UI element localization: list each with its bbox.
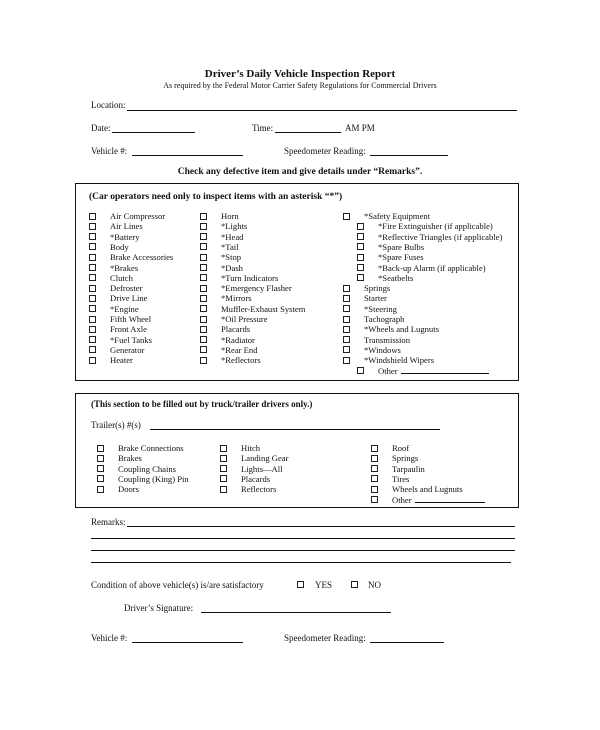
checklist-item-label: *Brakes (110, 262, 139, 273)
checkbox-icon[interactable] (200, 264, 207, 271)
checkbox-icon[interactable] (97, 455, 104, 462)
checklist-item-label: *Windows (364, 344, 401, 355)
form-title: Driver’s Daily Vehicle Inspection Report (204, 68, 396, 80)
checkbox-icon[interactable] (89, 285, 96, 292)
checklist-item[interactable] (89, 293, 147, 303)
checklist-item-label: *Turn Indicators (221, 272, 279, 283)
checklist-item-label: *Tail (221, 241, 239, 252)
checklist-item-label: Heater (110, 355, 133, 366)
checklist-item[interactable] (200, 345, 258, 355)
checklist-item[interactable] (200, 314, 268, 324)
checklist-item-label: *Fire Extinguisher (if applicable) (378, 221, 493, 232)
checkbox-icon[interactable] (220, 486, 227, 493)
checklist-item[interactable] (97, 464, 176, 474)
checklist-item[interactable] (89, 273, 133, 283)
checklist-item[interactable] (371, 453, 418, 463)
checkbox-icon[interactable] (89, 357, 96, 364)
checklist-item-label: Muffler-Exhaust System (221, 303, 306, 314)
checklist-item[interactable] (89, 263, 138, 273)
checklist-item-label: Horn (221, 211, 239, 221)
checklist-item[interactable] (89, 345, 144, 355)
checklist-item[interactable] (357, 242, 424, 252)
checklist-item[interactable] (97, 453, 142, 463)
checklist-item[interactable] (200, 252, 241, 262)
checklist-item-label: Air Compressor (110, 211, 166, 221)
checklist-item[interactable] (200, 263, 243, 273)
remarks-line-2[interactable] (91, 538, 515, 539)
checklist-item[interactable] (89, 221, 143, 231)
checkbox-icon[interactable] (89, 264, 96, 271)
checklist-item-label: Other (392, 494, 412, 505)
checkbox-icon[interactable] (357, 243, 364, 250)
checklist-item-label: *Safety Equipment (364, 211, 431, 221)
checkbox-icon[interactable] (97, 465, 104, 472)
signature-label: Driver’s Signature: (124, 603, 194, 613)
checkbox-icon[interactable] (357, 233, 364, 240)
checklist-item-label: *Spare Fuses (378, 252, 424, 263)
checkbox-icon[interactable] (371, 475, 378, 482)
remarks-label: Remarks: (91, 517, 126, 527)
checklist-item-label: *Stop (221, 252, 242, 263)
checkbox-icon[interactable] (371, 455, 378, 462)
checklist-item[interactable] (357, 366, 489, 376)
checklist-item[interactable] (343, 324, 439, 334)
checkbox-icon[interactable] (97, 475, 104, 482)
checklist-item[interactable] (220, 464, 283, 474)
footer-vehicle-field[interactable] (132, 642, 243, 643)
checklist-item[interactable] (200, 273, 278, 283)
checkbox-icon[interactable] (371, 496, 378, 503)
checkbox-icon[interactable] (357, 254, 364, 261)
checklist-item[interactable] (357, 252, 424, 262)
checklist-item-label: Reflectors (241, 484, 277, 495)
checklist-item[interactable] (200, 335, 255, 345)
other-field[interactable] (401, 372, 489, 374)
checklist-item-label: Tarpaulin (392, 463, 425, 474)
checklist-item-label: Springs (392, 453, 419, 464)
checklist-item-label: *Head (221, 231, 244, 242)
checkbox-icon[interactable] (343, 316, 350, 323)
checklist-item-label: *Oil Pressure (221, 314, 268, 324)
checklist-item-label: Drive Line (110, 293, 148, 304)
checklist-item[interactable] (89, 335, 152, 345)
checklist-item[interactable] (89, 211, 165, 221)
checklist-item-label: Transmission (364, 334, 411, 345)
no-label: NO (368, 580, 381, 590)
checkbox-icon[interactable] (220, 465, 227, 472)
checkbox-icon[interactable] (220, 445, 227, 452)
checklist-item[interactable] (357, 273, 413, 283)
checkbox-icon[interactable] (343, 295, 350, 302)
checklist-item[interactable] (89, 314, 151, 324)
checklist-item[interactable] (89, 355, 133, 365)
checklist-item[interactable] (200, 304, 305, 314)
checkbox-icon[interactable] (357, 274, 364, 281)
checklist-item-label: *Wheels and Lugnuts (364, 324, 439, 335)
checkbox-icon[interactable] (89, 233, 96, 240)
time-field[interactable] (275, 132, 341, 133)
instruction-text: Check any defective item and give details under “Remarks”. (177, 167, 423, 177)
checklist-item-label: *Reflective Triangles (if applicable) (378, 231, 503, 242)
checkbox-icon[interactable] (371, 465, 378, 472)
checklist-item-label: *Battery (110, 231, 140, 242)
checklist-item-label: Springs (364, 283, 391, 294)
remarks-line-1[interactable] (127, 526, 515, 527)
other-field[interactable] (415, 501, 485, 503)
vehicle-label: Vehicle #: (91, 146, 128, 156)
checklist-item-label: Hitch (241, 443, 261, 453)
checklist-item-label: Generator (110, 344, 145, 355)
checkbox-icon[interactable] (200, 223, 207, 230)
checklist-item-label: Doors (118, 484, 140, 495)
checklist-item[interactable] (343, 335, 410, 345)
remarks-line-3[interactable] (91, 550, 515, 551)
checklist-item[interactable] (343, 283, 390, 293)
checklist-item[interactable] (371, 484, 463, 494)
checklist-item[interactable] (97, 443, 184, 453)
checklist-item[interactable] (357, 263, 486, 273)
remarks-line-4[interactable] (91, 562, 511, 563)
checklist-item[interactable] (343, 355, 434, 365)
checklist-item-label: *Fuel Tanks (110, 334, 152, 345)
checklist-item-label: *Emergency Flasher (221, 283, 292, 294)
checklist-item-label: Lights—All (241, 463, 283, 474)
checkbox-icon[interactable] (343, 305, 350, 312)
footer-speedometer-field[interactable] (370, 642, 444, 643)
footer-speedometer-label: Speedometer Reading: (284, 633, 366, 643)
checkbox-icon[interactable] (200, 233, 207, 240)
checklist-item[interactable] (200, 232, 243, 242)
checklist-item[interactable] (371, 443, 409, 453)
checklist-item-label: Brake Connections (118, 443, 184, 453)
checklist-item[interactable] (220, 474, 270, 484)
checkbox-icon[interactable] (89, 295, 96, 302)
trailer-label: Trailer(s) #(s) (91, 420, 141, 430)
checklist-item[interactable] (343, 293, 387, 303)
checklist-item[interactable] (200, 242, 239, 252)
yes-label: YES (315, 580, 333, 590)
checklist-item[interactable] (97, 474, 189, 484)
checkbox-icon[interactable] (200, 295, 207, 302)
checklist-item-label: *Seatbelts (378, 272, 414, 283)
checkbox-icon[interactable] (89, 316, 96, 323)
checkbox-icon[interactable] (343, 346, 350, 353)
checklist-item-label: Air Lines (110, 221, 143, 232)
checkbox-icon[interactable] (89, 326, 96, 333)
checkbox-icon[interactable] (200, 285, 207, 292)
checklist-item[interactable] (200, 324, 250, 334)
checklist-item[interactable] (220, 453, 288, 463)
signature-field[interactable] (201, 612, 391, 613)
checkbox-icon[interactable] (200, 326, 207, 333)
checkbox-icon[interactable] (371, 445, 378, 452)
yes-checkbox[interactable] (297, 580, 304, 590)
checklist-item-label: Coupling Chains (118, 463, 177, 474)
checklist-item[interactable] (200, 355, 261, 365)
speedometer-field[interactable] (370, 155, 448, 156)
checklist-item-label: *Rear End (221, 344, 258, 355)
checklist-item[interactable] (343, 304, 397, 314)
checklist-item[interactable] (357, 221, 493, 231)
checklist-item-label: *Back-up Alarm (if applicable) (378, 262, 486, 273)
checkbox-icon[interactable] (89, 336, 96, 343)
checklist-item[interactable] (371, 464, 425, 474)
checklist-item[interactable] (89, 304, 139, 314)
checkbox-icon[interactable] (371, 486, 378, 493)
checkbox-icon[interactable] (343, 336, 350, 343)
checkbox-icon[interactable] (220, 475, 227, 482)
vehicle-field[interactable] (132, 155, 243, 156)
checklist-item-label: *Windshield Wipers (364, 355, 435, 366)
checklist-item-label: *Spare Bulbs (378, 241, 425, 252)
time-label: Time: (252, 123, 274, 133)
checklist-item[interactable] (89, 283, 142, 293)
checklist-item-label: Front Axle (110, 324, 148, 335)
checklist-item-label: Other (378, 365, 398, 376)
checklist-item[interactable] (200, 293, 252, 303)
date-field[interactable] (112, 132, 195, 133)
checklist-item[interactable] (343, 345, 401, 355)
form-subtitle: As required by the Federal Motor Carrier Safety Regulations for Commercial Drivers (163, 81, 437, 90)
checklist-item-label: Brake Accessories (110, 252, 174, 263)
speedometer-label: Speedometer Reading: (284, 146, 366, 156)
checkbox-icon[interactable] (89, 223, 96, 230)
checklist-item[interactable] (200, 211, 239, 221)
checklist-item-label: *Radiator (221, 334, 255, 345)
checkbox-icon[interactable] (200, 274, 207, 281)
checklist-item[interactable] (220, 484, 276, 494)
condition-text: Condition of above vehicle(s) is/are satisfactory (91, 580, 264, 590)
checklist-item-label: *Reflectors (221, 355, 261, 366)
checklist-item-label: *Steering (364, 303, 397, 314)
checkbox-icon[interactable] (200, 336, 207, 343)
checklist-item[interactable] (371, 474, 409, 484)
checklist-item-label: Coupling (King) Pin (118, 473, 189, 484)
checklist-item-label: Placards (221, 324, 251, 335)
checkbox-icon[interactable] (357, 223, 364, 230)
checkbox-icon[interactable] (89, 274, 96, 281)
checkbox-icon[interactable] (200, 346, 207, 353)
checklist-item-label: Tachograph (364, 314, 405, 324)
checklist-item[interactable] (200, 283, 292, 293)
checklist-item[interactable] (89, 232, 140, 242)
checkbox-icon[interactable] (89, 243, 96, 250)
checklist-item[interactable] (220, 443, 260, 453)
checkbox-icon[interactable] (200, 254, 207, 261)
checkbox-icon[interactable] (343, 326, 350, 333)
checkbox-icon[interactable] (343, 285, 350, 292)
checkbox-icon[interactable] (220, 455, 227, 462)
checklist-item[interactable] (357, 232, 502, 242)
checkbox-icon[interactable] (97, 445, 104, 452)
checklist-item[interactable] (89, 252, 173, 262)
checkbox-icon[interactable] (200, 213, 207, 220)
checklist-item[interactable] (200, 221, 247, 231)
checkbox-icon[interactable] (200, 316, 207, 323)
checklist-item-label: *Engine (110, 303, 139, 314)
location-field[interactable] (127, 110, 517, 111)
location-label: Location: (91, 100, 126, 110)
checklist-item-label: Clutch (110, 272, 133, 283)
car-section-heading: (Car operators need only to inspect items with an asterisk “*”) (89, 192, 343, 202)
checklist-item[interactable] (371, 495, 485, 505)
checkbox-icon[interactable] (343, 357, 350, 364)
checklist-item-label: Wheels and Lugnuts (392, 484, 463, 495)
checklist-item-label: Starter (364, 293, 387, 304)
checkbox-icon[interactable] (89, 305, 96, 312)
checklist-item-label: Brakes (118, 453, 142, 464)
checklist-item[interactable] (89, 324, 147, 334)
checkbox-icon[interactable] (357, 367, 364, 374)
checkbox-icon[interactable] (89, 213, 96, 220)
checkbox-icon[interactable] (89, 254, 96, 261)
checklist-item-label: Body (110, 241, 129, 252)
date-label: Date: (91, 123, 111, 133)
checklist-item-label: Fifth Wheel (110, 314, 152, 324)
checklist-item-label: *Dash (221, 262, 243, 273)
checklist-item[interactable] (343, 314, 404, 324)
checkbox-icon[interactable] (200, 305, 207, 312)
checkbox-icon[interactable] (200, 357, 207, 364)
truck-section-heading: (This section to be filled out by truck/trailer drivers only.) (91, 399, 313, 409)
checklist-item-label: Placards (241, 473, 271, 484)
checkbox-icon[interactable] (357, 264, 364, 271)
no-checkbox[interactable] (351, 580, 358, 590)
checkbox-icon[interactable] (97, 486, 104, 493)
checklist-item[interactable] (343, 211, 430, 221)
checkbox-icon[interactable] (343, 213, 350, 220)
footer-vehicle-label: Vehicle #: (91, 633, 128, 643)
checklist-item-label: Defroster (110, 283, 143, 294)
checklist-item[interactable] (97, 484, 139, 494)
checklist-item-label: Roof (392, 443, 410, 453)
am-pm-label[interactable]: AM PM (345, 123, 375, 133)
checklist-item-label: Tires (392, 473, 410, 484)
trailer-field[interactable] (150, 429, 440, 430)
checkbox-icon[interactable] (89, 346, 96, 353)
checklist-item-label: Landing Gear (241, 453, 289, 464)
checklist-item-label: *Mirrors (221, 293, 252, 304)
checkbox-icon[interactable] (200, 243, 207, 250)
checklist-item-label: *Lights (221, 221, 248, 232)
checklist-item[interactable] (89, 242, 129, 252)
